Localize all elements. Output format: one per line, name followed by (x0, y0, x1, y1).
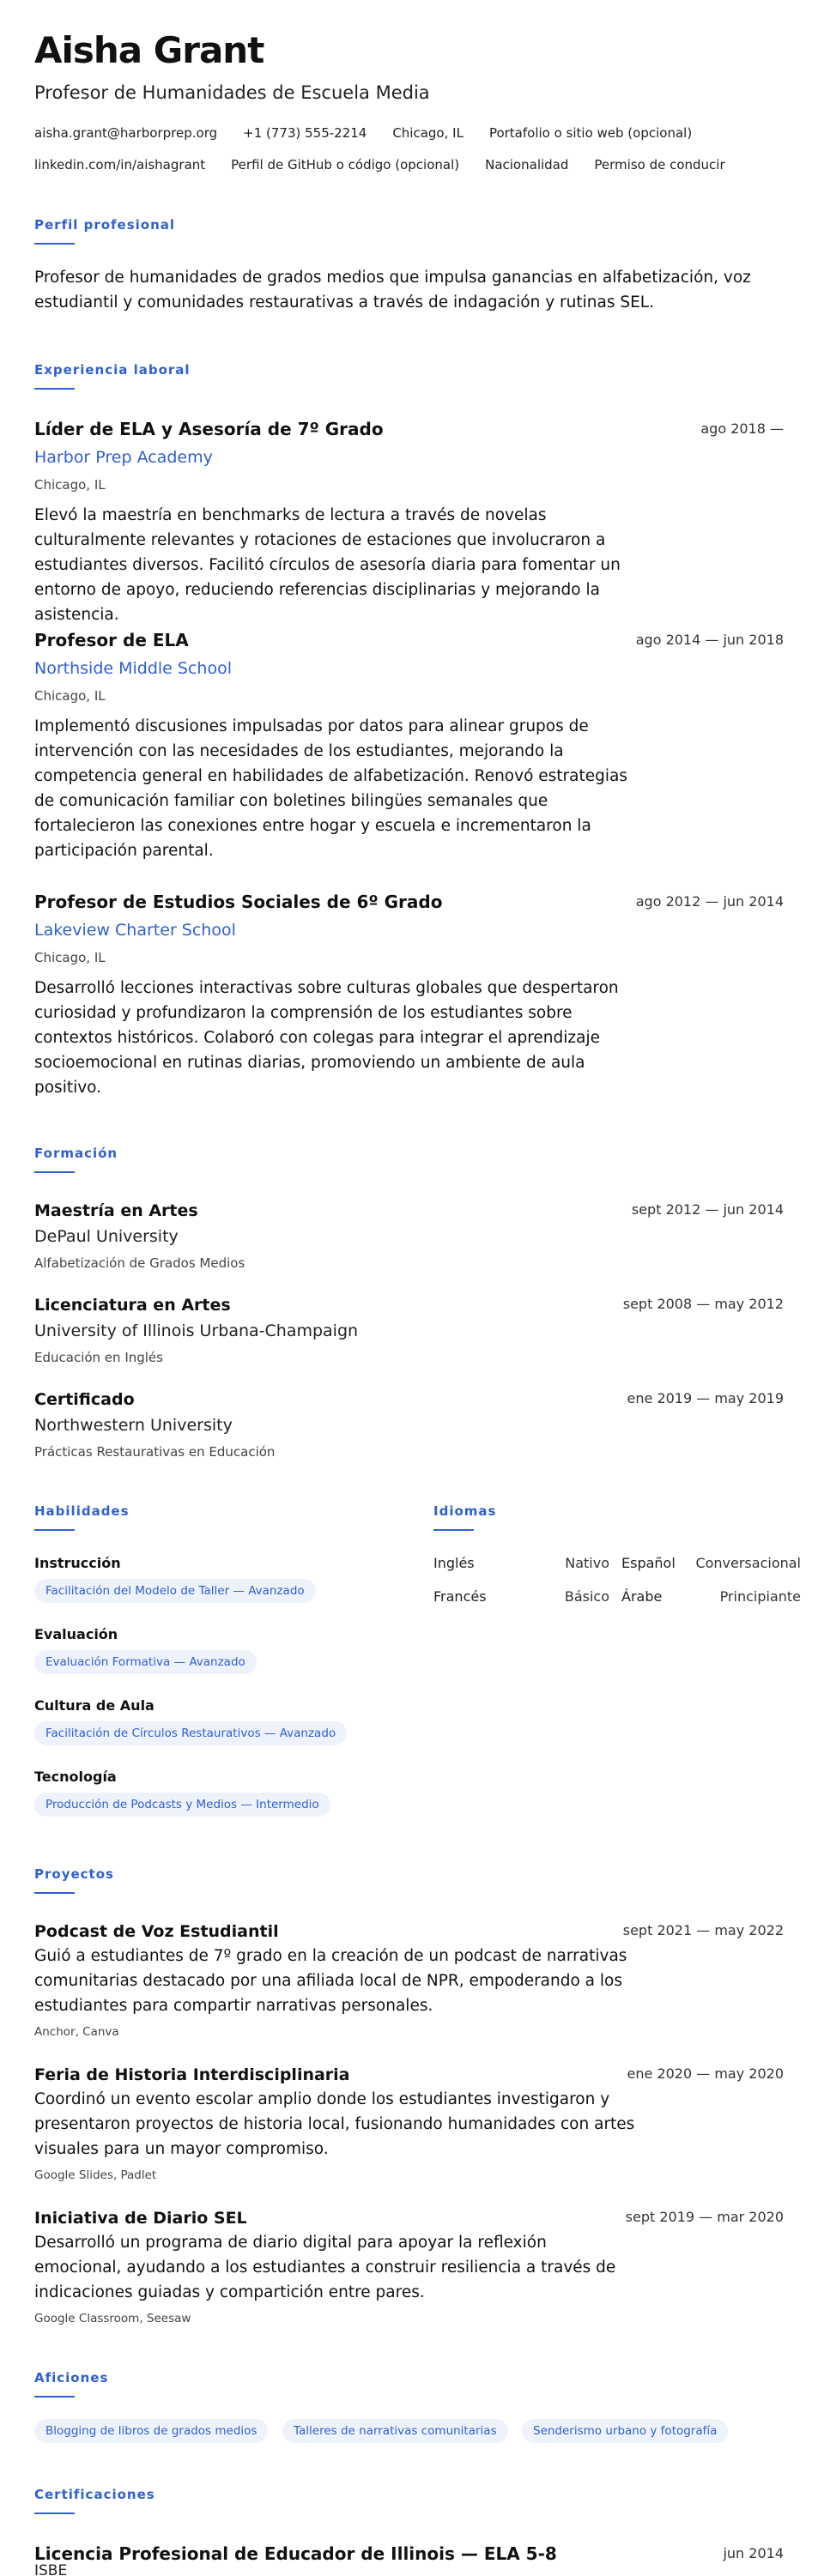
education-date: sept 2008 — may 2012 (622, 1296, 784, 1312)
language-name: Español (621, 1555, 676, 1571)
project-description: Coordinó un evento escolar amplio donde los estudiantes investigaron y presentaron proyectos de historia local, fusionando humanidades con artes visuales para un mayor compromiso. (34, 2090, 635, 2158)
contact-email[interactable]: aisha.grant@harborprep.org (34, 125, 218, 141)
job-date: ago 2018 — (700, 420, 784, 437)
job-date: ago 2012 — jun 2014 (635, 893, 784, 910)
job-location: Chicago, IL (34, 950, 106, 965)
skill-chip: Facilitación del Modelo de Taller — Avanzado (34, 1579, 316, 1603)
education-field: Alfabetización de Grados Medios (34, 1255, 245, 1271)
section-title-projects: Proyectos (34, 1866, 114, 1882)
project-title: Iniciativa de Diario SEL (34, 2209, 247, 2228)
section-title-education: Formación (34, 1146, 118, 1161)
job-title: Profesor de ELA (34, 630, 189, 650)
language-level: Básico (564, 1588, 609, 1605)
section-title-experience: Experiencia laboral (34, 362, 191, 378)
language-name: Inglés (433, 1555, 475, 1571)
candidate-role: Profesor de Humanidades de Escuela Media (34, 82, 430, 103)
education-degree: Licenciatura en Artes (34, 1296, 231, 1315)
job-description: Elevó la maestría en benchmarks de lectura a través de novelas culturalmente relevantes y rotaciones de estaciones que involucraron a estudiantes diversos. Facilitó círculos de asesoría diaria para fomentar un entorno de apoyo, reduciendo referencias disciplinarias y mejorando la asistencia. (34, 506, 621, 624)
contact-license: Permiso de conducir (594, 157, 725, 172)
language-name: Francés (433, 1588, 487, 1605)
education-field: Prácticas Restaurativas en Educación (34, 1444, 276, 1460)
project-date: sept 2021 — may 2022 (622, 1922, 784, 1938)
candidate-name: Aisha Grant (34, 29, 264, 71)
skill-category: Tecnología (34, 1769, 117, 1785)
contact-phone[interactable]: +1 (773) 555-2214 (243, 125, 367, 141)
language-level: Nativo (565, 1555, 609, 1571)
hobby-chip: Talleres de narrativas comunitarias (282, 2419, 508, 2443)
skill-chip: Producción de Podcasts y Medios — Intermedio (34, 1793, 330, 1817)
project-title: Feria de Historia Interdisciplinaria (34, 2065, 350, 2084)
project-description: Desarrolló un programa de diario digital para apoyar la reflexión emocional, ayudando a los estudiantes a construir resiliencia a través de indicaciones guiadas y compartición entre pares. (34, 2234, 616, 2301)
project-tools: Google Slides, Padlet (34, 2168, 157, 2182)
project-description: Guió a estudiantes de 7º grado en la creación de un podcast de narrativas comunitarias destacado por una afiliada local de NPR, empoderando a los estudiantes para compartir narrativas personales. (34, 1947, 627, 2015)
job-location: Chicago, IL (34, 477, 106, 493)
contact-row-1 (34, 125, 718, 141)
skill-chip: Facilitación de Círculos Restaurativos — Avanzado (34, 1721, 347, 1745)
section-title-hobbies: Aficiones (34, 2370, 109, 2386)
job-description: Desarrolló lecciones interactivas sobre culturas globales que despertaron curiosidad y profundizaron la comprensión de los estudiantes sobre contextos históricos. Colaboró con colegas para integrar el aprendizaje socioemocional en rutinas diarias, promoviendo un ambiente de aula positivo. (34, 979, 619, 1097)
contact-portfolio[interactable]: Portafolio o sitio web (opcional) (488, 125, 693, 141)
job-organization: Northside Middle School (34, 659, 232, 678)
contact-row-2 (34, 157, 751, 172)
project-date: sept 2019 — mar 2020 (625, 2209, 784, 2225)
education-degree: Maestría en Artes (34, 1201, 198, 1220)
language-level: Conversacional (695, 1555, 801, 1571)
education-degree: Certificado (34, 1390, 135, 1409)
education-date: sept 2012 — jun 2014 (631, 1201, 784, 1218)
education-school: University of Illinois Urbana-Champaign (34, 1321, 359, 1340)
contact-nationality: Nacionalidad (485, 157, 569, 172)
job-organization: Lakeview Charter School (34, 921, 236, 940)
certification-issuer: ISBE (34, 2562, 68, 2576)
job-title: Profesor de Estudios Sociales de 6º Grado (34, 892, 443, 912)
profile-summary: Profesor de humanidades de grados medios que impulsa ganancias en alfabetización, voz estudiantil y comunidades restaurativas a través de indagación y rutinas SEL. (34, 269, 751, 311)
education-date: ene 2019 — may 2019 (627, 1390, 784, 1406)
hobby-chip: Senderismo urbano y fotografía (522, 2419, 728, 2443)
project-tools: Google Classroom, Seesaw (34, 2312, 191, 2325)
skill-category: Cultura de Aula (34, 1697, 155, 1714)
section-title-languages: Idiomas (433, 1503, 497, 1519)
skill-category: Evaluación (34, 1626, 118, 1642)
job-date: ago 2014 — jun 2018 (635, 632, 784, 648)
contact-github[interactable]: Perfil de GitHub o código (opcional) (231, 157, 460, 172)
section-title-profile: Perfil profesional (34, 217, 176, 233)
education-school: DePaul University (34, 1227, 179, 1246)
job-organization: Harbor Prep Academy (34, 448, 213, 467)
skill-chip: Evaluación Formativa — Avanzado (34, 1650, 257, 1674)
section-title-certifications: Certificaciones (34, 2487, 155, 2502)
project-tools: Anchor, Canva (34, 2025, 119, 2039)
contact-linkedin[interactable]: linkedin.com/in/aishagrant (34, 157, 206, 172)
job-description: Implementó discusiones impulsadas por datos para alinear grupos de intervención con las necesidades de los estudiantes, mejorando la competencia general en habilidades de alfabetización. Renovó estrategias de comunicación familiar con boletines bilingües semanales que fortalecieron las conexiones entre hogar y escuela e incrementaron la participación parental. (34, 717, 627, 860)
job-location: Chicago, IL (34, 688, 106, 704)
certification-title: Licencia Profesional de Educador de Illinois — ELA 5-8 (34, 2543, 557, 2564)
hobby-chip: Blogging de libros de grados medios (34, 2419, 268, 2443)
contact-location: Chicago, IL (392, 125, 464, 141)
skill-category: Instrucción (34, 1555, 121, 1571)
education-school: Northwestern University (34, 1416, 233, 1435)
project-title: Podcast de Voz Estudiantil (34, 1922, 279, 1941)
certification-date: jun 2014 (723, 2545, 784, 2561)
section-title-skills: Habilidades (34, 1503, 130, 1519)
language-name: Árabe (621, 1588, 663, 1605)
language-level: Principiante (719, 1588, 801, 1605)
education-field: Educación en Inglés (34, 1350, 163, 1365)
project-date: ene 2020 — may 2020 (627, 2065, 784, 2082)
job-title: Líder de ELA y Asesoría de 7º Grado (34, 419, 384, 439)
